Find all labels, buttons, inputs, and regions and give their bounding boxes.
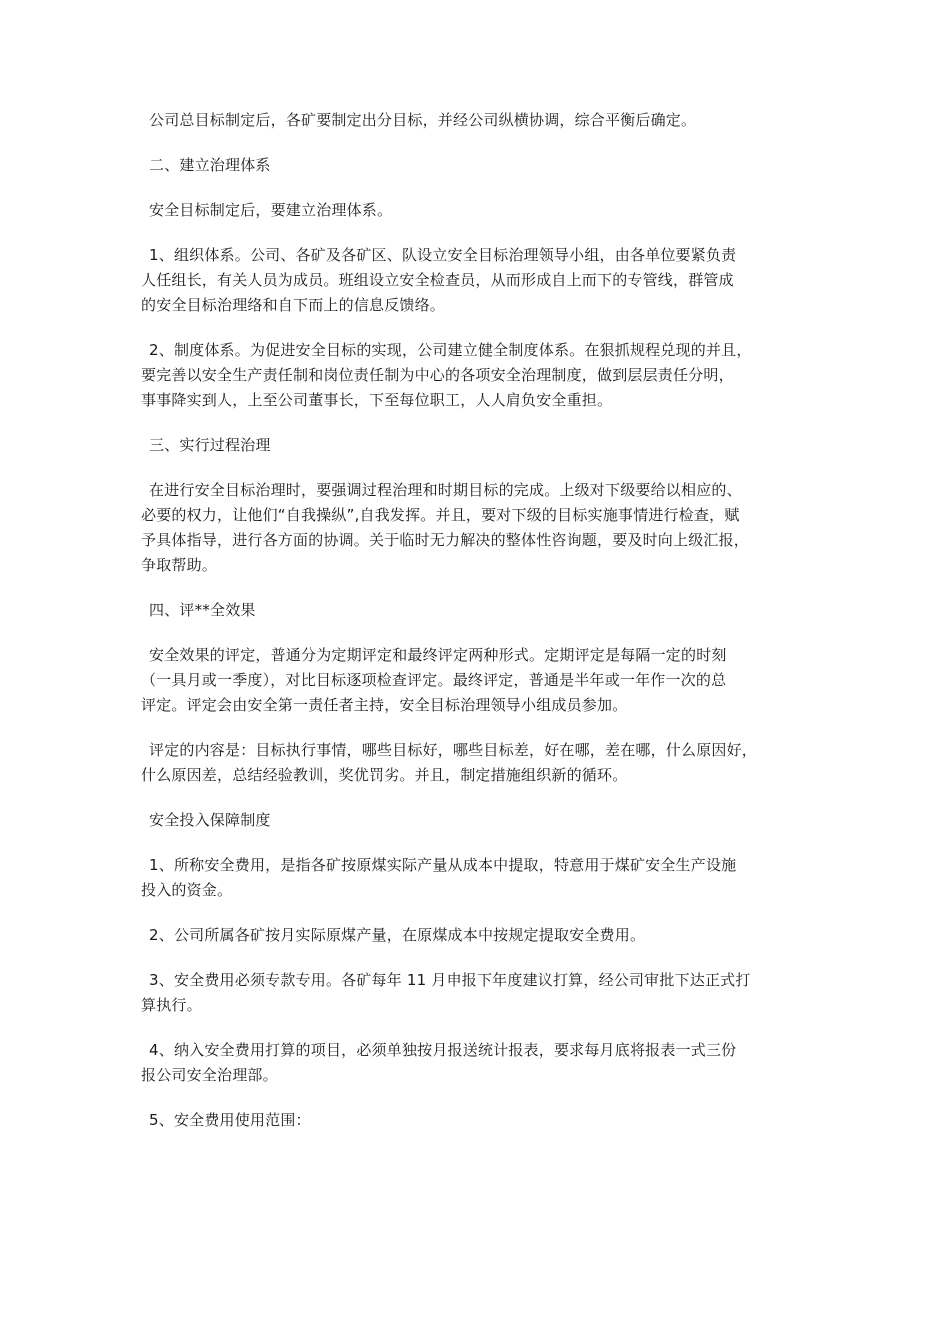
text-line: 事事降实到人，上至公司董事长，下至每位职工，人人肩负安全重担。: [141, 391, 613, 409]
section-heading-investment: [141, 808, 821, 833]
text-line: 安全目标制定后，要建立治理体系。: [149, 201, 393, 219]
text-line: 报公司安全治理部。: [141, 1066, 278, 1084]
text-line: 公司总目标制定后，各矿要制定出分目标，并经公司纵横协调，综合平衡后确定。: [149, 111, 697, 129]
heading-text: 三、实行过程治理: [149, 436, 271, 454]
paragraph-investment-5: [141, 1108, 821, 1133]
text-line: 3、安全费用必须专款专用。各矿每年 11 月申报下年度建议打算，经公司审批下达正式打: [149, 971, 751, 989]
heading-text: 安全投入保障制度: [149, 811, 271, 829]
section-heading-4: [141, 598, 821, 623]
text-line: 予具体指导，进行各方面的协调。关于临时无力解决的整体性咨询题，要及时向上级汇报，: [141, 531, 750, 549]
heading-text: 四、评**全效果: [149, 601, 256, 619]
text-line: 2、制度体系。为促进安全目标的实现，公司建立健全制度体系。在狠抓规程兑现的并且，: [149, 341, 752, 359]
paragraph-investment-2: [141, 923, 821, 948]
section-heading-3: [141, 433, 821, 458]
text-line: 2、公司所属各矿按月实际原煤产量，在原煤成本中按规定提取安全费用。: [149, 926, 646, 944]
text-line: 必要的权力，让他们“自我操纵”,自我发挥。并且，要对下级的目标实施事情进行检查，赋: [141, 506, 740, 524]
text-line: 投入的资金。: [141, 881, 233, 899]
text-line: 什么原因差，总结经验教训，奖优罚劣。并且，制定措施组织新的循环。: [141, 766, 628, 784]
paragraph-system-intro: [141, 198, 821, 223]
paragraph-process-management: [141, 478, 821, 578]
paragraph-investment-4: [141, 1038, 821, 1088]
text-line: 4、纳入安全费用打算的项目，必须单独按月报送统计报表，要求每月底将报表一式三份: [149, 1041, 737, 1059]
text-line: 1、组织体系。公司、各矿及各矿区、队设立安全目标治理领导小组，由各单位要紧负责: [149, 246, 737, 264]
paragraph-evaluation-content: [141, 738, 821, 788]
paragraph-evaluation-forms: [141, 643, 821, 718]
text-line: 的安全目标治理络和自下而上的信息反馈络。: [141, 296, 446, 314]
text-line: 评定。评定会由安全第一责任者主持，安全目标治理领导小组成员参加。: [141, 696, 628, 714]
text-line: 评定的内容是：目标执行事情，哪些目标好，哪些目标差，好在哪，差在哪，什么原因好，: [149, 741, 758, 759]
text-line: 争取帮助。: [141, 556, 218, 574]
paragraph-intro: [141, 108, 821, 133]
text-line: 安全效果的评定，普通分为定期评定和最终评定两种形式。定期评定是每隔一定的时刻: [149, 646, 727, 664]
text-line: 算执行。: [141, 996, 202, 1014]
text-line: （一具月或一季度），对比目标逐项检查评定。最终评定，普通是半年或一年作一次的总: [141, 671, 727, 689]
text-line: 人任组长，有关人员为成员。班组设立安全检查员，从而形成自上而下的专管线，群管成: [141, 271, 734, 289]
text-line: 5、安全费用使用范围：: [149, 1111, 311, 1129]
text-line: 在进行安全目标治理时，要强调过程治理和时期目标的完成。上级对下级要给以相应的、: [149, 481, 742, 499]
heading-text: 二、建立治理体系: [149, 156, 271, 174]
text-line: 要完善以安全生产责任制和岗位责任制为中心的各项安全治理制度，做到层层责任分明，: [141, 366, 734, 384]
paragraph-investment-1: [141, 853, 821, 903]
paragraph-rules-system: [141, 338, 821, 413]
document-body: [141, 108, 821, 1153]
section-heading-2: [141, 153, 821, 178]
paragraph-investment-3: [141, 968, 821, 1018]
paragraph-organization-system: [141, 243, 821, 318]
text-line: 1、所称安全费用，是指各矿按原煤实际产量从成本中提取，特意用于煤矿安全生产设施: [149, 856, 737, 874]
